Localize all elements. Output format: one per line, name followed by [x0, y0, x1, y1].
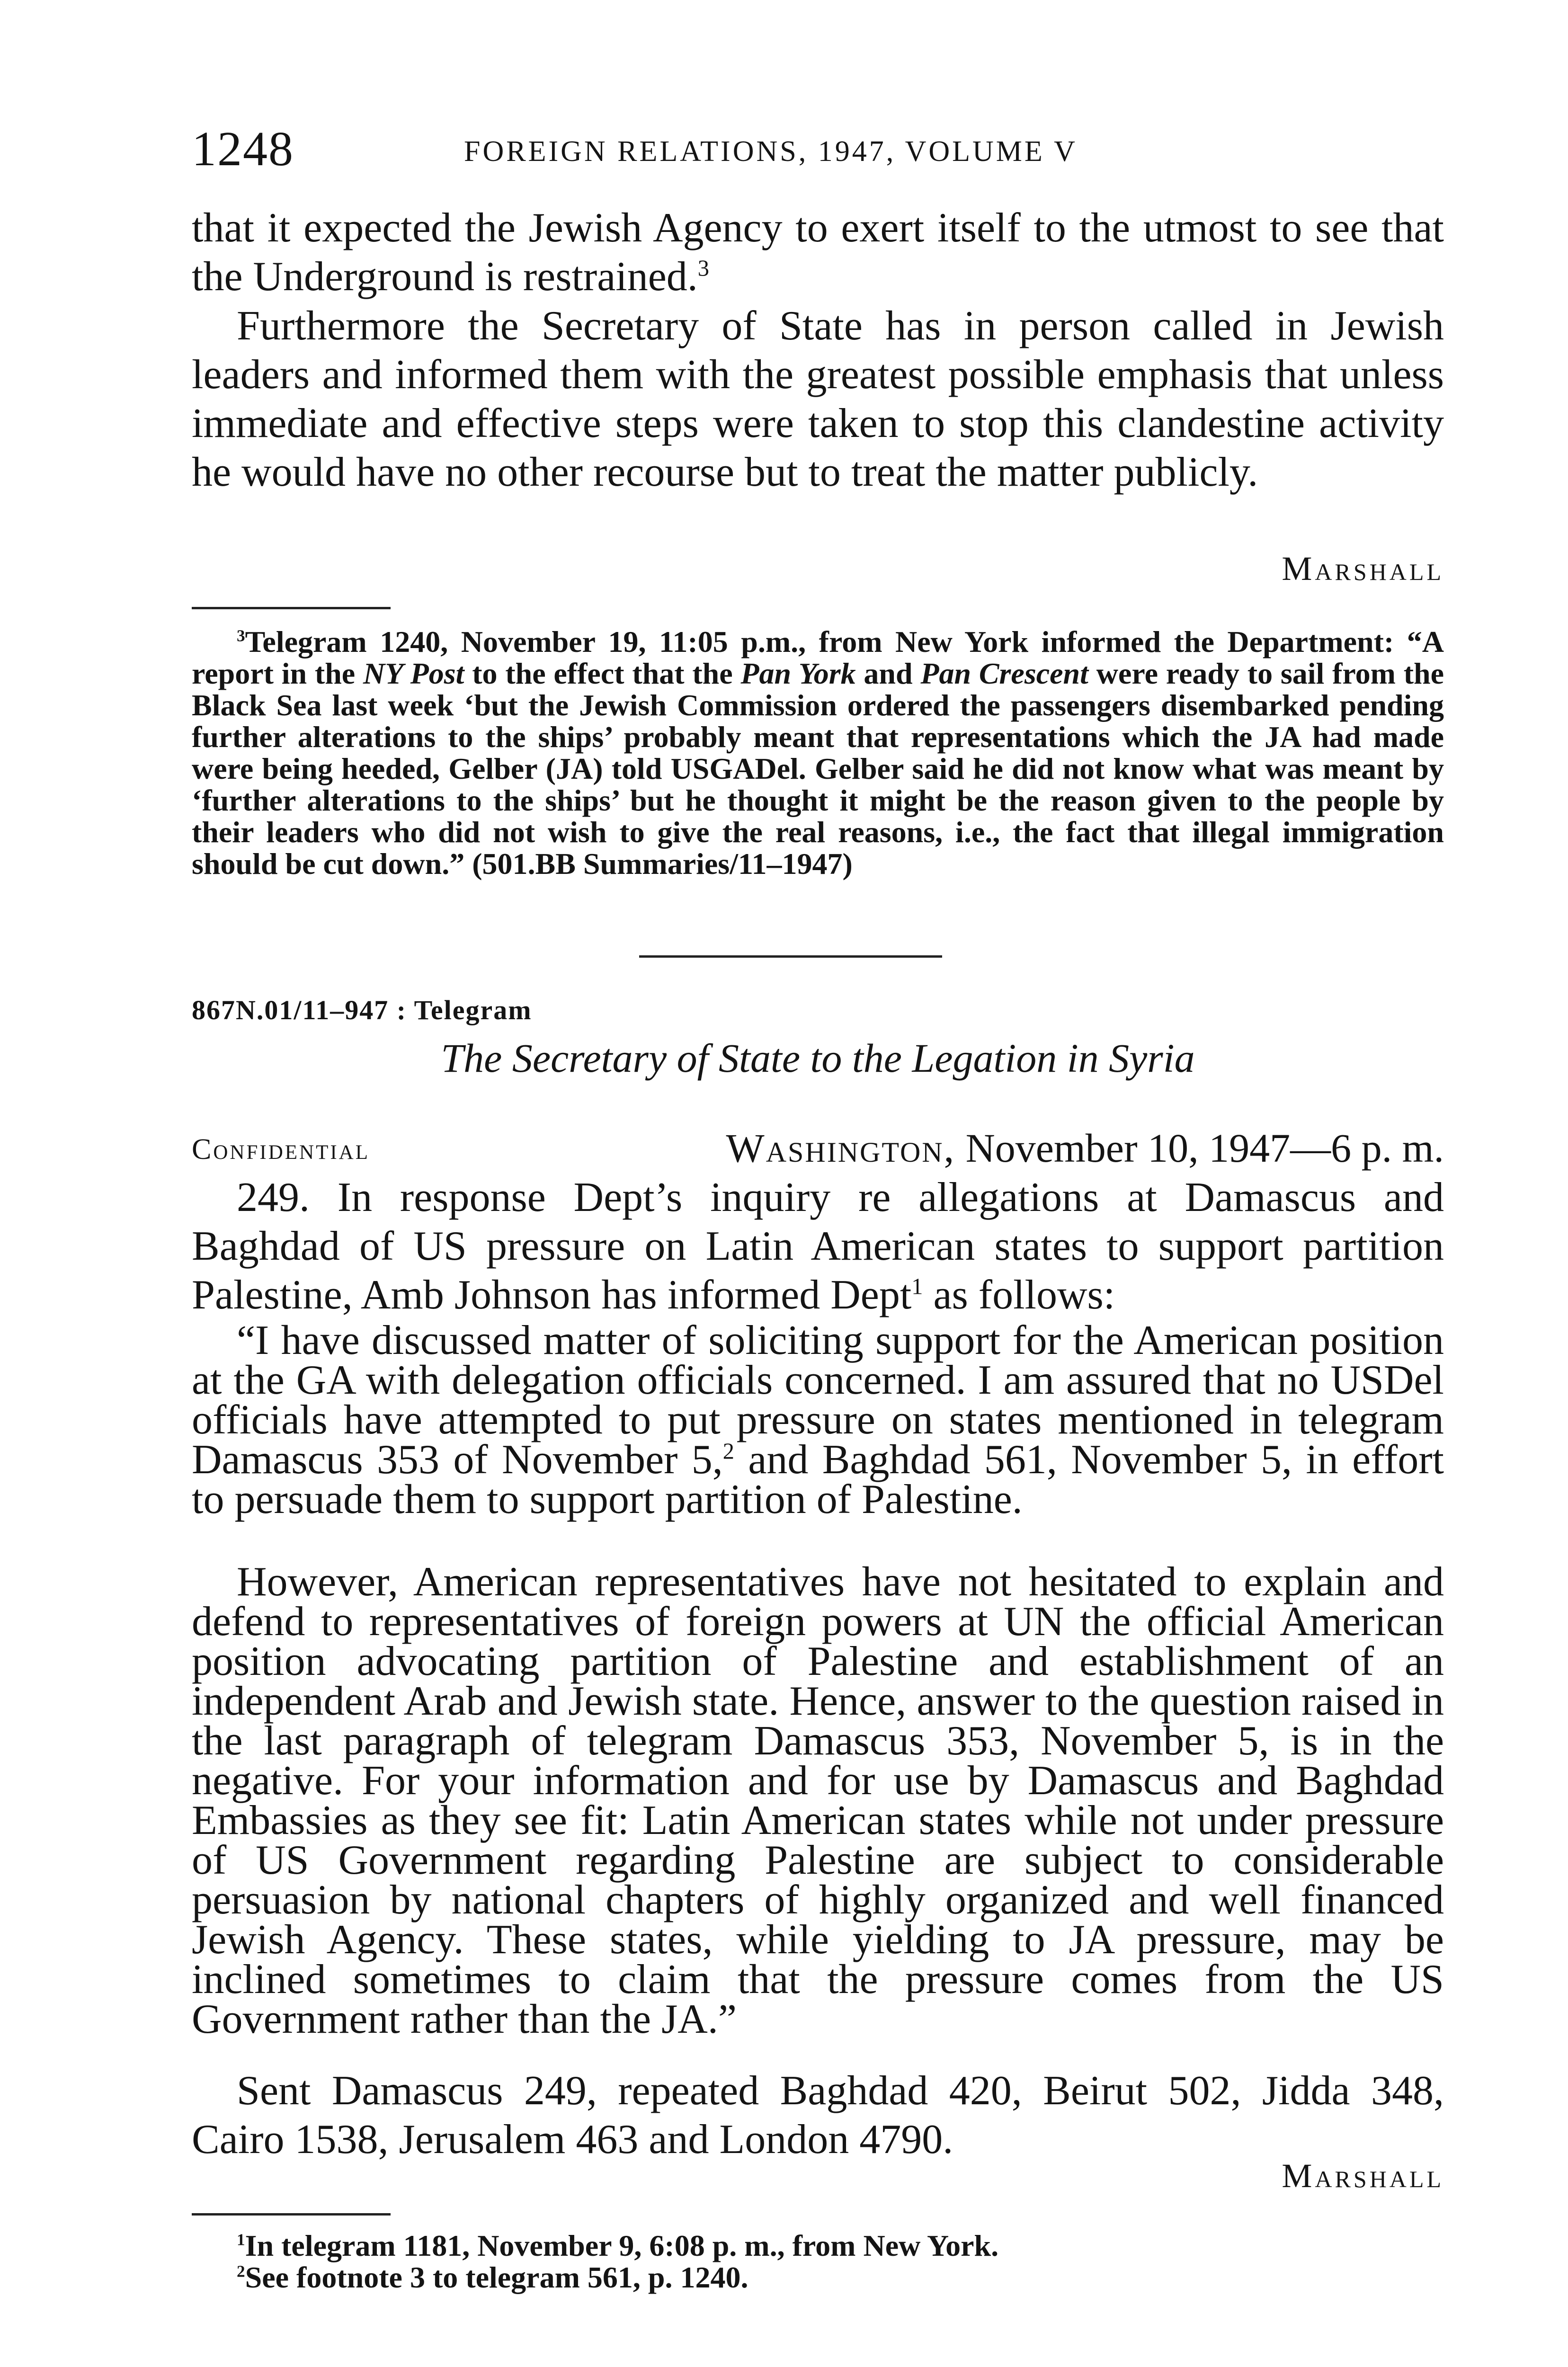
footnote-ref-3: 3: [697, 256, 709, 281]
running-head: [192, 121, 1446, 176]
footnote-ref-1: 1: [911, 1274, 923, 1299]
secretary-paragraph: Furthermore the Secretary of State has in person called in Jewish leaders and informed them with the greatest possible emphasis that unless immediate and effective steps were taken to stop this clandestine activity he would have no other recourse but to treat the matter publicly.: [192, 303, 1444, 495]
continued-paragraph: that it expected the Jewish Agency to exert itself to the utmost to see that the Underground is restrained.$^3$: [192, 205, 1444, 300]
footnote-1: $^1$In telegram 1181, November 9, 6:08 p. m., from New York.: [237, 2229, 999, 2262]
classification: Confidential: [192, 1133, 370, 1166]
document-title: The Secretary of State to the Legation in Syria: [441, 1035, 1195, 1081]
footnote-ref-2: 2: [722, 1439, 734, 1464]
volume-title: FOREIGN RELATIONS, 1947, VOLUME V: [464, 135, 1078, 168]
footnote-3: $^3$Telegram 1240, November 19, 11:05 p.m., from New York informed the Department: “A report in the NY Post to the effect that the Pan York and Pan Crescent were ready to sail from the Black Sea last week ‘but the Jewish Commission ordered the passengers disembarked pending further alterations to the ships’ probably meant that representations which the JA had made were being heeded, Gelber (JA) told USGADel. Gelber said he did not know what was meant by ‘further alterations to the ships’ but he thought it might be the reason given to the people by their leaders who did not wish to give the real reasons, i.e., the fact that illegal immigration should be cut down.” (501.BB Summaries/11–1947): [192, 625, 1444, 881]
quote-paragraph-2: However, American representatives have not hesitated to explain and defend to representatives of foreign powers at UN the official American position advocating partition of Palestine and establishment of an independent Arab and Jewish state. Hence, answer to the question raised in the last paragraph of telegram Damascus 353, November 5, is in the negative. For your information and for use by Damascus and Baghdad Embassies as they see fit: Latin American states while not under pressure of US Government regarding Palestine are subject to considerable persuasion by national chapters of highly organized and well financed Jewish Agency. These states, while yielding to JA pressure, may be inclined sometimes to claim that the pressure comes from the US Government rather than the JA.”: [192, 1559, 1444, 2042]
signature-marshall-2: Marshall: [1282, 2157, 1444, 2195]
footnote-mark-2: 2: [237, 2262, 245, 2281]
footnote-rule-1: [192, 607, 391, 609]
footnote-mark-1: 1: [237, 2230, 245, 2249]
footnote-rule-2: [192, 2213, 391, 2216]
page-number: 1248: [192, 122, 294, 176]
footnote-mark-3: 3: [237, 626, 245, 645]
section-divider: [639, 955, 942, 958]
quote-paragraph-1: “I have discussed matter of soliciting support for the American position at the GA with delegation officials concerned. I am assured that no USDel officials have attempted to put pressure on states mentioned in telegram Damascus 353 of November 5,$^2$ and Baghdad 561, November 5, in effort to persuade them to support partition of Palestine.: [192, 1317, 1444, 1522]
footnote-2: $^2$See footnote 3 to telegram 561, p. 1240.: [237, 2260, 748, 2294]
telegram-paragraph: 249. In response Dept’s inquiry re allegations at Damascus and Baghdad of US pressure on Latin American states to support partition Palestine, Amb Johnson has informed Dept$^1$ as follows:: [192, 1175, 1444, 1318]
distribution-paragraph: Sent Damascus 249, repeated Baghdad 420, Beirut 502, Jidda 348, Cairo 1538, Jerusalem 463 and London 4790.: [192, 2068, 1444, 2162]
file-reference: 867N.01/11–947 : Telegram: [192, 995, 532, 1025]
date-place: Washington, November 10, 1947—6 p. m.: [726, 1125, 1444, 1171]
dateline: [192, 1124, 1444, 1176]
signature-marshall-1: Marshall: [1282, 550, 1444, 587]
